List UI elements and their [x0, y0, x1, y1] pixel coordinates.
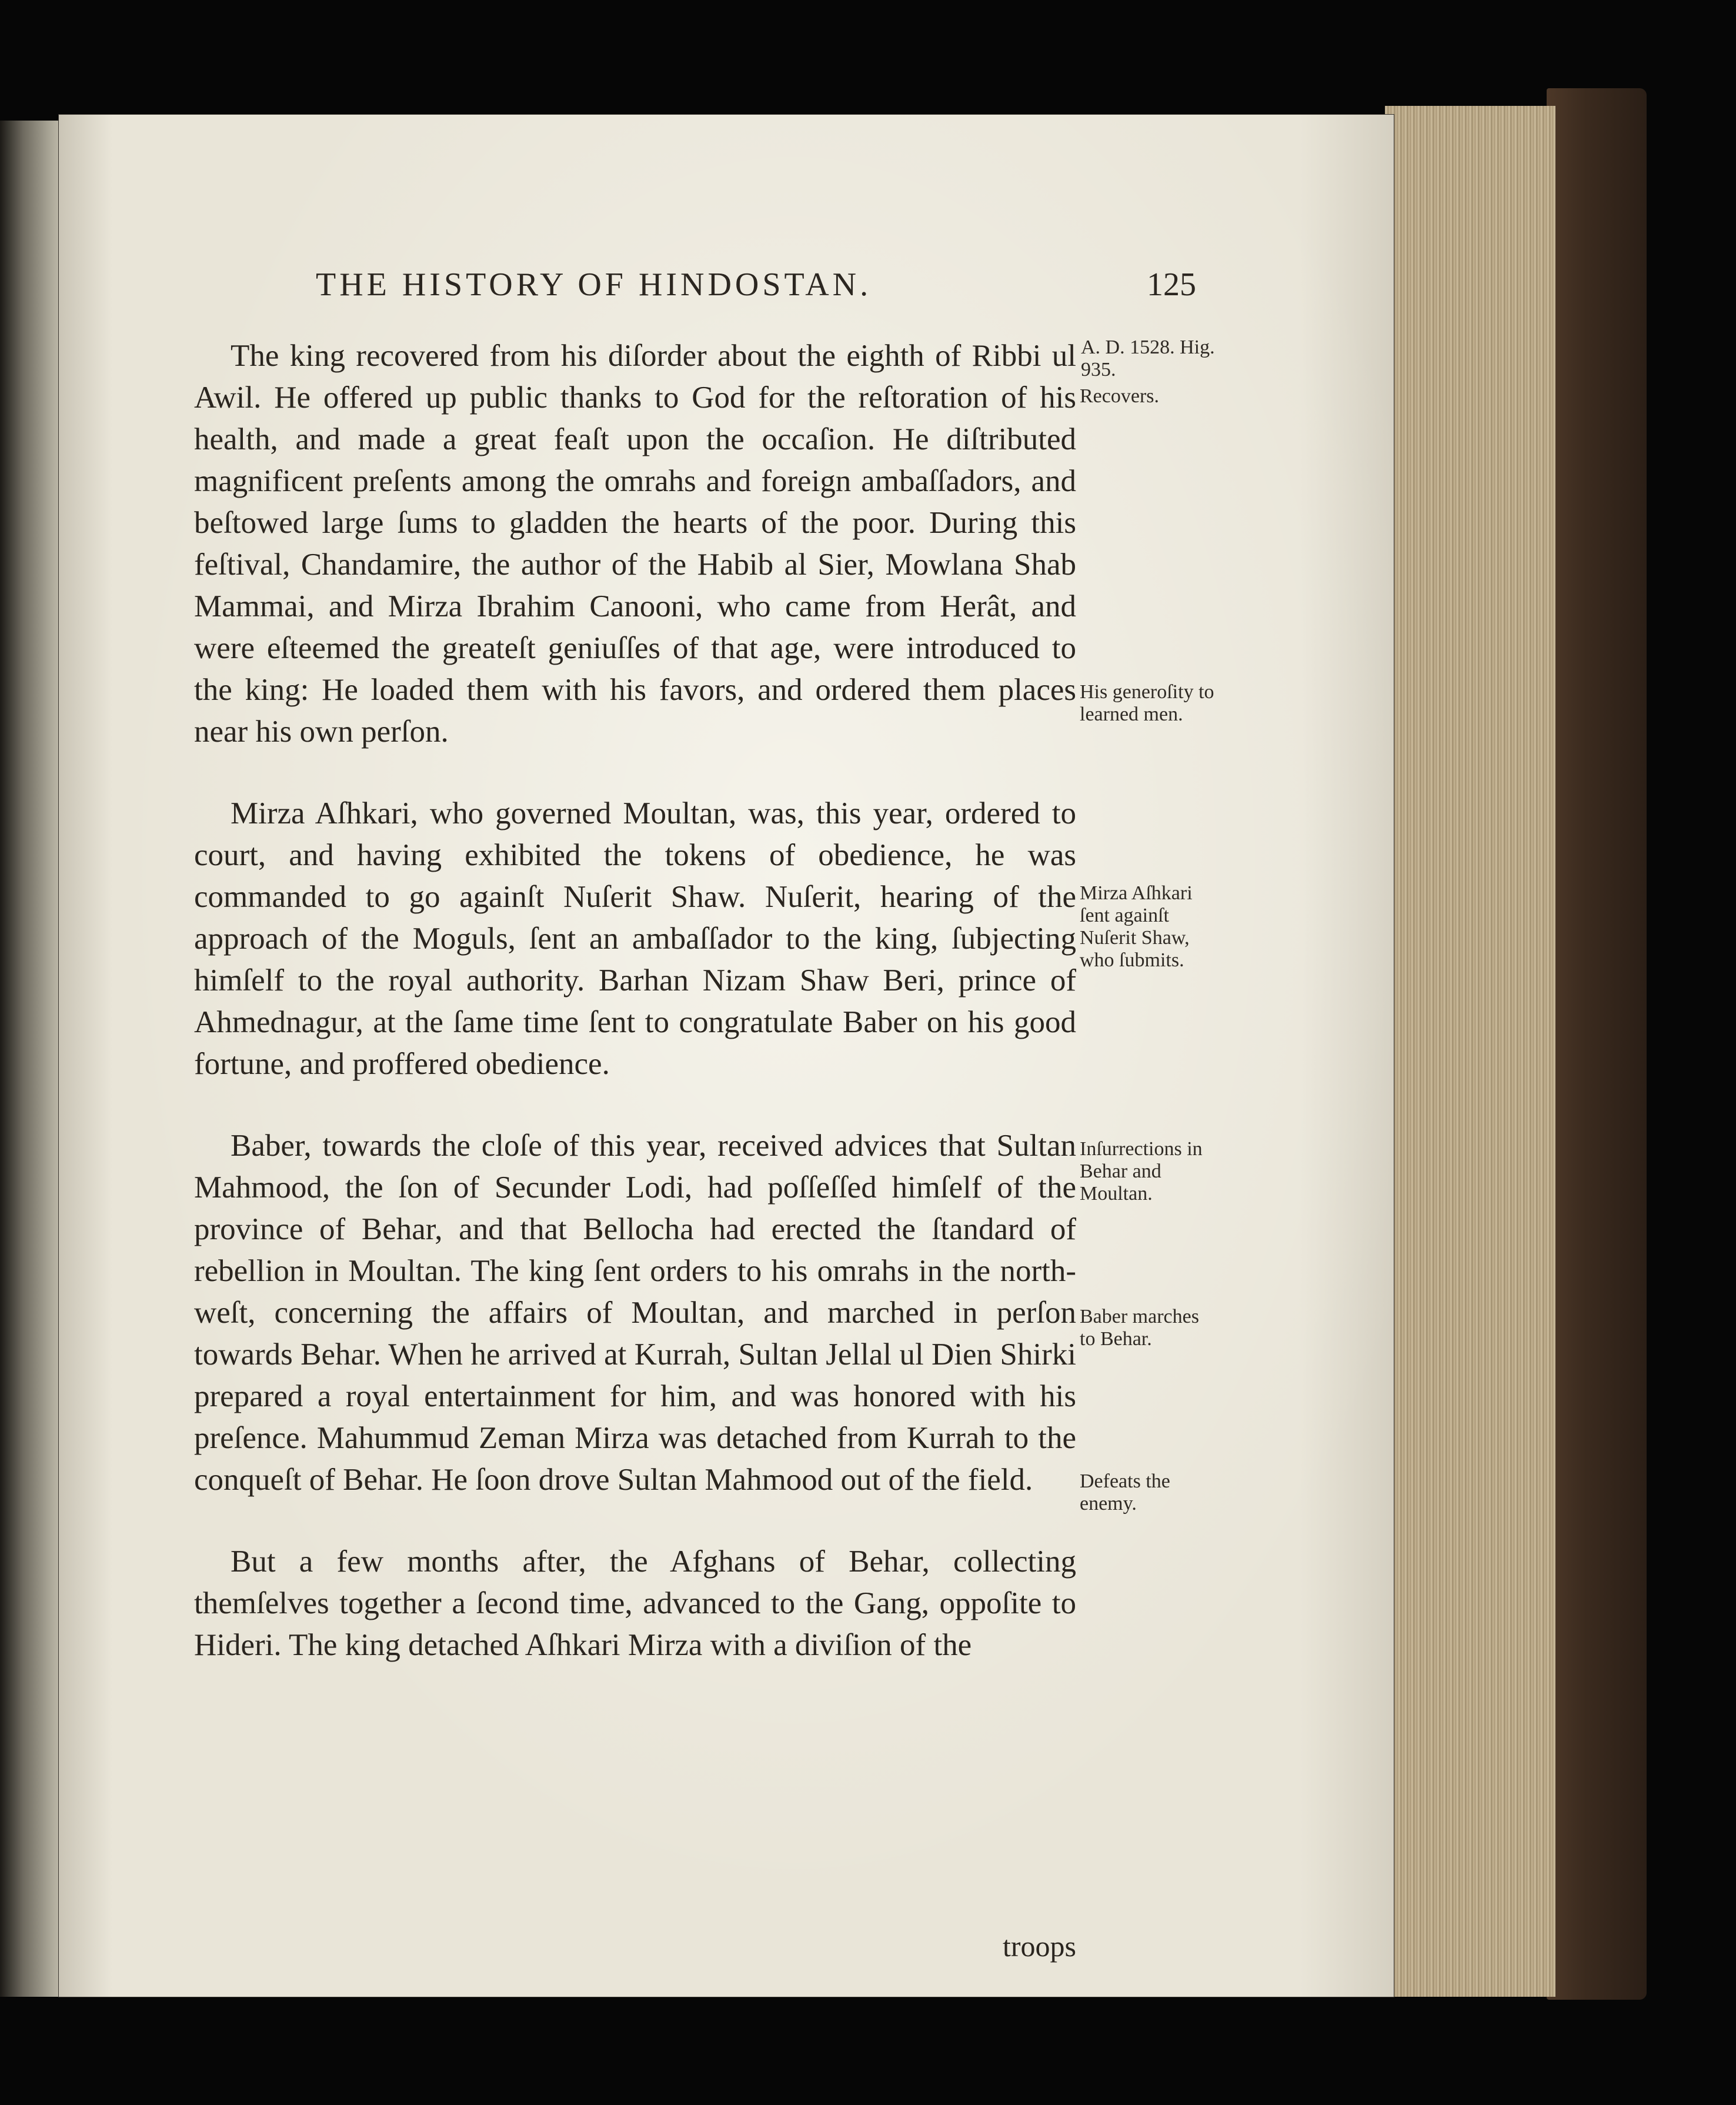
- book-cover-board: [1547, 88, 1647, 2000]
- margin-note-mirza-ashkari: Mirza Aſhkari ſent againſt Nuſerit Shaw, who ſubmits.: [1080, 882, 1193, 971]
- paragraph: Baber, towards the cloſe of this year, received advices that Sultan Mahmood, the ſon of Secunder Lodi, had poſſeſſed himſelf of the province of Behar, and that Bellocha had erected the ſtandard of rebellion in Moultan. The king ſent orders to his omrahs in the north-weſt, concerning the affairs of Moultan, and marched in perſon towards Behar. When he arrived at Kurrah, Sultan Jellal ul Dien Shirki prepared a royal entertainment for him, and was honored with his preſence. Mahummud Zeman Mirza was detached from Kurrah to the conqueſt of Behar. He ſoon drove Sultan Mahmood out of the field.: [194, 1129, 1076, 1497]
- paragraph: Mirza Aſhkari, who governed Moultan, was, this year, ordered to court, and having exhibited the tokens of obedience, he was commanded to go againſt Nuſerit Shaw. Nuſerit, hearing of the approach of the Moguls, ſent an ambaſſador to the king, ſubjecting himſelf to the royal authority. Barhan Nizam Shaw Beri, prince of Ahmednagur, at the ſame time ſent to congratulate Baber on his good fortune, and proffered obedience.: [194, 796, 1076, 1081]
- margin-note-generosity: His generoſity to learned men.: [1080, 681, 1214, 725]
- page-fore-edge: [1385, 106, 1555, 1997]
- margin-note-date: A. D. 1528. Hig. 935.: [1081, 336, 1215, 381]
- body-text: [194, 335, 1076, 1666]
- margin-note-defeats: Defeats the enemy.: [1080, 1470, 1170, 1514]
- left-page-edge: [0, 121, 66, 1997]
- page-number: 125: [1147, 266, 1196, 303]
- margin-note-insurrections: Inſurrections in Behar and Moultan.: [1080, 1138, 1203, 1205]
- paragraph: The king recovered from his diſorder about the eighth of Ribbi ul Awil. He offered up public thanks to God for the reſtoration of his health, and made a great feaſt upon the occaſion. He diſtributed magnificent preſents among the omrahs and foreign ambaſſadors, and beſtowed large ſums to gladden the hearts of the poor. During this feſtival, Chandamire, the author of the Habib al Sier, Mowlana Shab Mammai, and Mirza Ibrahim Canooni, who came from Herât, and were eſteemed the greateſt geniuſſes of that age, were introduced to the king: He loaded them with his favors, and ordered them places near his own perſon.: [194, 339, 1076, 749]
- page-header: [59, 266, 1223, 307]
- margin-note-baber-marches: Baber marches to Behar.: [1080, 1306, 1199, 1350]
- catchword: troops: [1003, 1930, 1076, 1963]
- margin-note-recovers: Recovers.: [1080, 385, 1160, 407]
- running-title: THE HISTORY OF HINDOSTAN.: [316, 266, 872, 303]
- paragraph: But a few months after, the Afghans of Behar, collecting themſelves together a ſecond time, advanced to the Gang, oppoſite to Hideri. The king detached Aſhkari Mirza with a diviſion of the: [194, 1544, 1076, 1662]
